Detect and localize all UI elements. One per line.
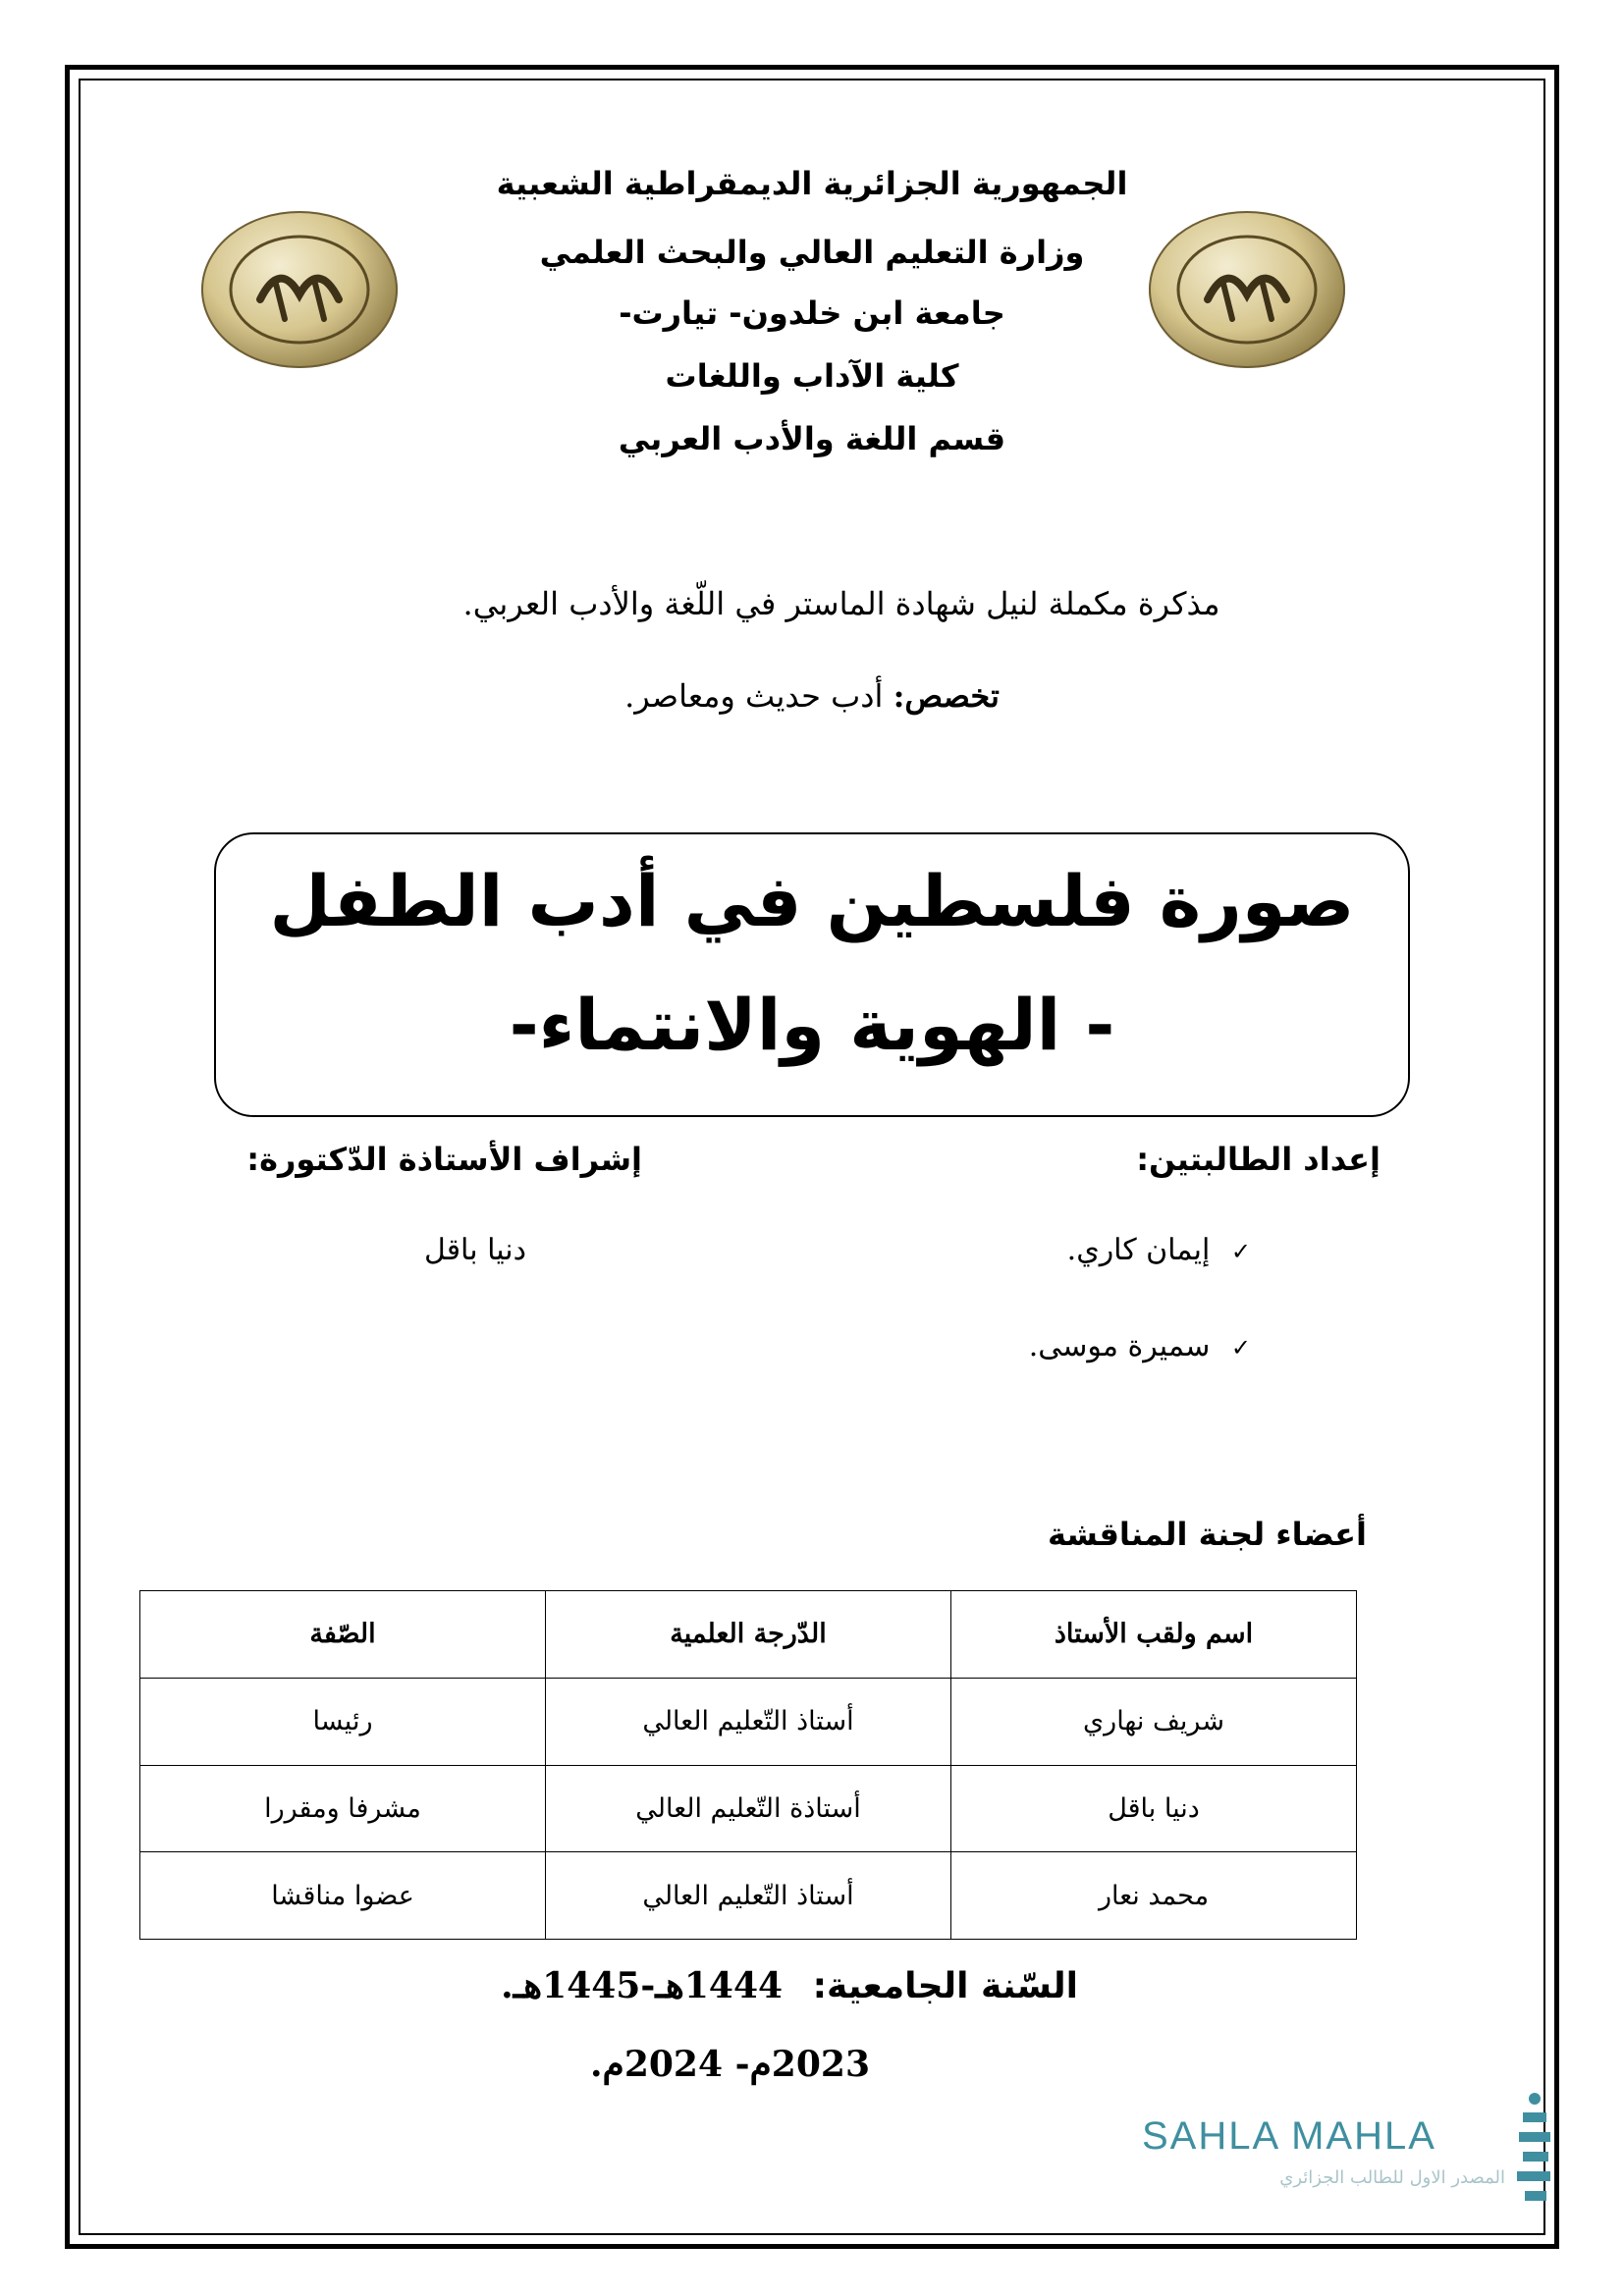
table-cell: شريف نهاري (951, 1678, 1357, 1765)
watermark-subtitle: المصدر الاول للطالب الجزائري (1279, 2167, 1505, 2188)
specialty-line (0, 677, 1624, 715)
student-item (1067, 1233, 1251, 1267)
university-heading: جامعة ابن خلدون- تيارت- (619, 294, 1005, 332)
department-heading: قسم اللغة والأدب العربي (618, 420, 1006, 457)
specialty-label: تخصص: (893, 677, 1000, 715)
table-cell: دنيا باقل (951, 1765, 1357, 1852)
checkmark-icon: ✓ (1230, 1334, 1251, 1362)
table-cell: رئيسا (140, 1678, 546, 1765)
thesis-title: صورة فلسطين في أدب الطفل (269, 860, 1355, 942)
faculty-heading: كلية الآداب واللغات (665, 357, 959, 395)
watermark (1142, 2114, 1535, 2232)
watermark-logo-icon (1513, 2089, 1556, 2226)
committee-table (139, 1590, 1357, 1940)
supervisor-name: دنيا باقل (424, 1233, 526, 1267)
table-row (140, 1852, 1357, 1940)
table-cell: أستاذ التّعليم العالي (546, 1678, 951, 1765)
table-cell: مشرفا ومقررا (140, 1765, 546, 1852)
watermark-title: SAHLA MAHLA (1142, 2114, 1436, 2158)
student-name: إيمان كاري. (1066, 1233, 1211, 1267)
students-label: إعداد الطالبتين: (1136, 1141, 1380, 1178)
table-row (140, 1765, 1357, 1852)
student-item (1029, 1329, 1251, 1363)
table-cell: أستاذ التّعليم العالي (546, 1852, 951, 1940)
table-cell: عضوا مناقشا (140, 1852, 546, 1940)
checkmark-icon: ✓ (1230, 1238, 1251, 1265)
thesis-description: مذكرة مكملة لنيل شهادة الماستر في اللّغة والأدب العربي. (462, 585, 1220, 622)
table-cell: محمد نعار (951, 1852, 1357, 1940)
republic-heading: الجمهورية الجزائرية الديمقراطية الشعبية (496, 165, 1128, 202)
ministry-heading: وزارة التعليم العالي والبحث العلمي (539, 234, 1085, 271)
column-header: الصّفة (140, 1591, 546, 1679)
table-cell: أستاذة التّعليم العالي (546, 1765, 951, 1852)
table-header-row (140, 1591, 1357, 1679)
thesis-subtitle: - الهوية والانتماء- (509, 984, 1115, 1066)
academic-year-hijri (501, 1965, 1078, 2006)
academic-year-label: السّنة الجامعية: (812, 1966, 1078, 2006)
supervisor-label: إشراف الأستاذة الدّكتورة: (246, 1141, 642, 1178)
column-header: اسم ولقب الأستاذ (951, 1591, 1357, 1679)
committee-label: أعضاء لجنة المناقشة (1048, 1516, 1367, 1553)
hijri-year: 1444هـ-1445هـ. (501, 1965, 784, 2006)
student-name: سميرة موسى. (1028, 1329, 1211, 1363)
academic-year-gregorian: 2023م- 2024م. (590, 2044, 870, 2085)
table-row (140, 1678, 1357, 1765)
column-header: الدّرجة العلمية (546, 1591, 951, 1679)
specialty-value: أدب حديث ومعاصر. (624, 677, 884, 715)
